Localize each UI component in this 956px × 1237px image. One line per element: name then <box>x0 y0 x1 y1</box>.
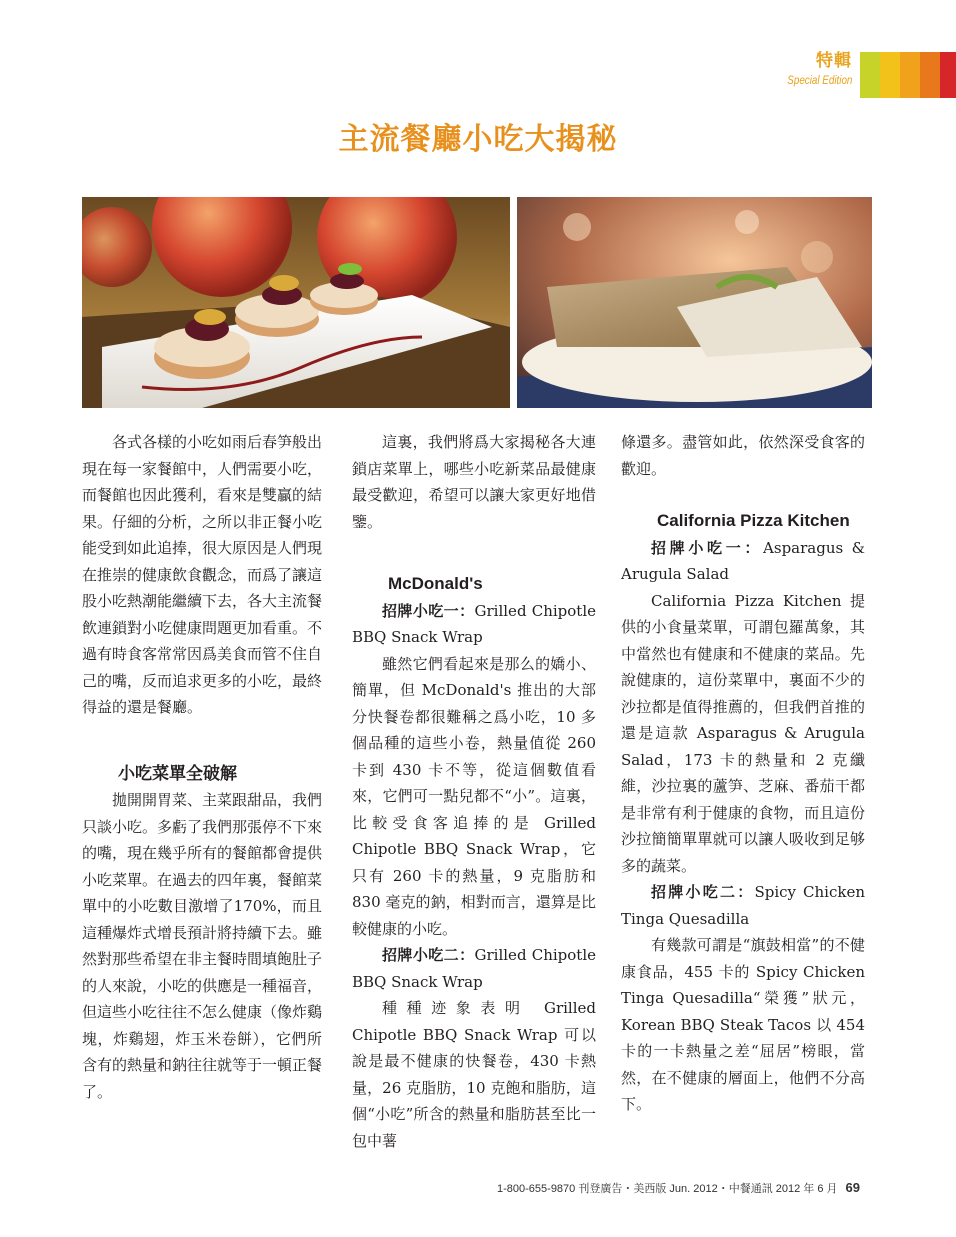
section-label-zh: 特輯 <box>816 51 852 71</box>
color-bar <box>860 52 880 98</box>
continued-paragraph: 條還多。盡管如此，依然深受食客的歡迎。 <box>621 433 865 478</box>
mcdonalds-item-1: 招牌小吃一：Grilled Chipotle BBQ Snack Wrap <box>352 601 596 646</box>
menu-paragraph: 拋開開胃菜、主菜跟甜品，我們只談小吃。多虧了我們那張停不下來的嘴，現在幾乎所有的餐館都會提供小吃菜單。在過去的四年裏，餐館菜單中的小吃數目激增了170%，而且這種爆炸式增長預計將持續下去。雖然對那些希望在非主餐時間填飽肚子的人來說，小吃的供應是一種福音，但這些小吃往往不怎么健康（像炸鷄塊，炸鷄翅，炸玉米卷餅），它們所含有的熱量和鈉往往就等于一頓正餐了。 <box>82 791 323 1101</box>
section-heading-mcdonalds: McDonald's <box>388 574 483 593</box>
preface-paragraph: 這裏，我們將爲大家揭秘各大連鎖店菜單上，哪些小吃新菜品最健康最受歡迎，希望可以讓大家更好地借鑒。 <box>352 433 596 531</box>
color-bar <box>900 52 920 98</box>
color-bar <box>920 52 940 98</box>
appetizer-photo <box>82 197 510 408</box>
section-label <box>773 46 852 87</box>
footer-text: 1-800-655-9870 刊登廣告・美西版 Jun. 2012・中餐通訊 2012 年 6 月 <box>497 1183 838 1195</box>
mcdonalds-paragraph-1: 雖然它們看起來是那么的嬌小、簡單，但 McDonald's 推出的大部分快餐卷都很難稱之爲小吃，10 多個品種的這些小卷，熱量值從 260 卡到 430 卡不等，從這個數值看來，它們可一點兒都不“小”。這裏，比較受食客追捧的是 Grilled Chipotle BBQ Snack Wrap，它只有 260 卡的熱量，9 克脂肪和 830 毫克的鈉，相對而言，還算是比較健康的小吃。 <box>352 654 596 938</box>
page-number: 69 <box>845 1180 860 1195</box>
page-footer <box>497 1180 860 1196</box>
quesadilla-photo <box>517 197 872 408</box>
article-column-2 <box>352 429 596 1154</box>
mcdonalds-item-2: 招牌小吃二：Grilled Chipotle BBQ Snack Wrap <box>352 946 596 991</box>
cpk-item-2: 招牌小吃二：Spicy Chicken Tinga Quesadilla <box>621 883 865 928</box>
cpk-paragraph-2: 有幾款可謂是“旗鼓相當”的不健康食品，455 卡的 Spicy Chicken Tinga Quesadilla“榮獲”狀元，Korean BBQ Steak Tacos 以 454 卡的一卡熱量之差“屈居”榜眼，當然，在不健康的層面上，他們不分高下。 <box>621 936 865 1113</box>
section-heading-menu: 小吃菜單全破解 <box>118 763 237 784</box>
color-bar <box>880 52 900 98</box>
section-label-en: Special Edition <box>786 73 852 87</box>
intro-paragraph: 各式各樣的小吃如雨后春笋般出現在每一家餐館中，人們需要小吃，而餐館也因此獲利，看來是雙贏的結果。仔細的分析，之所以非正餐小吃能受到如此追捧，很大原因是人們現在推崇的健康飲食觀念，而爲了讓這股小吃熱潮能繼續下去，各大主流餐飲連鎖對小吃健康問題更加看重。不過有時食客常常因爲美食而管不住自己的嘴，反而追求更多的小吃，最終得益的還是餐廳。 <box>82 433 323 716</box>
page-title: 主流餐廳小吃大揭秘 <box>338 122 618 157</box>
article-column-1 <box>82 429 322 1105</box>
color-bar <box>940 52 956 98</box>
section-heading-cpk: California Pizza Kitchen <box>657 511 850 530</box>
cpk-paragraph-1: California Pizza Kitchen 提供的小食量菜單，可謂包羅萬象，其中當然也有健康和不健康的菜品。先說健康的，這份菜單中，裏面不少的沙拉都是值得推薦的，但我們首推的還是這款 Asparagus & Arugula Salad，173 卡的熱量和 2 克纖維，沙拉裏的蘆笋、芝麻、番茄干都是非常有利于健康的食物，而且這份沙拉簡簡單單就可以讓人吸收到足够多的蔬菜。 <box>621 591 865 875</box>
cpk-item-1: 招牌小吃一：Asparagus & Arugula Salad <box>621 538 865 583</box>
article-column-3 <box>621 429 865 1118</box>
mcdonalds-paragraph-2: 種種迹象表明 Grilled Chipotle BBQ Snack Wrap 可以說是最不健康的快餐卷，430 卡熱量，26 克脂肪，10 克飽和脂肪，這個“小吃”所含的熱量和脂肪甚至比一包中薯 <box>352 999 596 1150</box>
section-color-bars <box>860 52 956 98</box>
